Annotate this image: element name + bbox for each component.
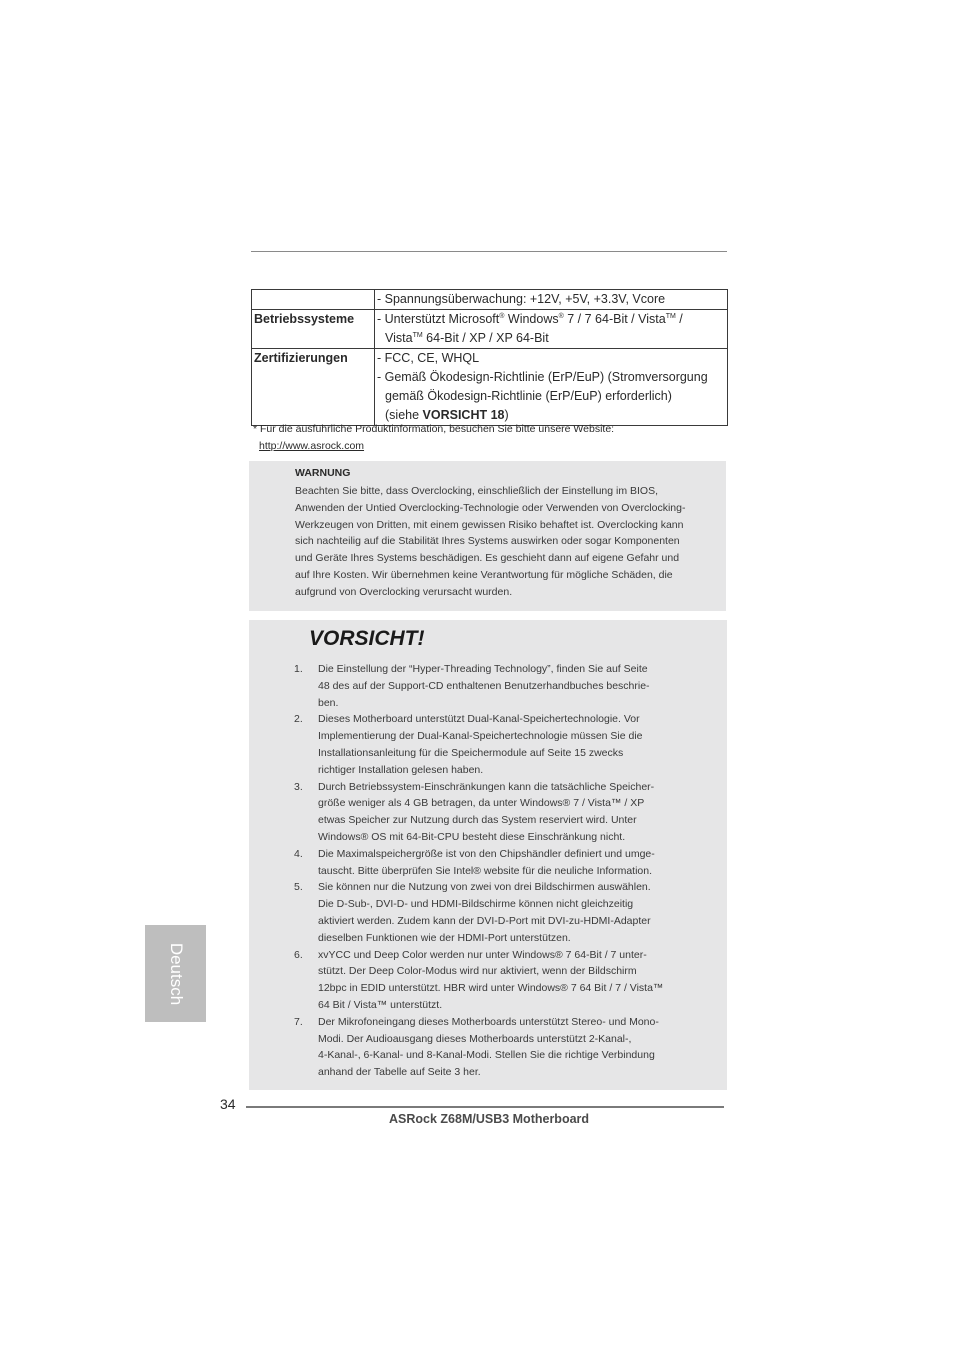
language-tab	[145, 925, 206, 1022]
warning-title: WARNUNG	[295, 467, 351, 479]
bottom-rule	[246, 1106, 724, 1108]
row-label	[252, 290, 375, 310]
cert-label: Zertifizierungen	[252, 349, 375, 426]
footnote	[253, 421, 614, 455]
list-item: 4. Die Maximalspeichergröße ist von den Chipshändler definiert und umge- tauscht. Bitte überprüfen Sie Intel® website für die neuliche Information.	[294, 847, 655, 877]
list-item: 5. Sie können nur die Nutzung von zwei von drei Bildschirmen auswählen. Die D-Sub-, DVI-D- und HDMI-Bildschirme können nicht gleichzeitig aktiviert werden. Zudem kann der DVI-D-Port mit DVI-zu-HDMI-Adapter dieselben Funktionen wie der HDMI-Port unterstützen.	[294, 881, 651, 944]
cert-value: - FCC, CE, WHQL - Gemäß Ökodesign-Richtlinie (ErP/EuP) (Stromversorgung gemäß Ökodesign-Richtlinie (ErP/EuP) erforderlich) (siehe VORSICHT 18)	[375, 349, 728, 426]
list-item: 1. Die Einstellung der “Hyper-Threading Technology”, finden Sie auf Seite 48 des auf der Support-CD enthaltenen Benutzerhandbuches beschrie- ben.	[294, 663, 650, 709]
list-item: 3. Durch Betriebssystem-Einschränkungen kann die tatsächliche Speicher- größe weniger als 4 GB betragen, da unter Windows® 7 / Vista™ / XP etwas Speicher zur Nutzung durch das System reserviert wird. Unter Windows® OS mit 64-Bit-CPU besteht diese Einschränkung nicht.	[294, 780, 655, 843]
table-row-cert	[252, 349, 728, 426]
row-value: - Spannungsüberwachung: +12V, +5V, +3.3V, Vcore	[375, 290, 728, 310]
footer-title: ASRock Z68M/USB3 Motherboard	[389, 1112, 590, 1126]
list-item: 6. xvYCC und Deep Color werden nur unter Windows® 7 64-Bit / 7 unter- stützt. Der Deep Color-Modus wird nur aktiviert, wenn der Bildschirm 12bpc in EDID unterstützt. HBR wird unter Windows® 7 64 Bit / 7 / Vista™ 64 Bit / Vista™ unterstützt.	[294, 948, 664, 1011]
language-tab-label: Deutsch	[166, 942, 186, 1005]
footnote-text: * Für die ausführliche Produktinformation, besuchen Sie bitte unsere Website:	[253, 423, 615, 435]
warning-line: Anwenden der Untied Overclocking-Technologie oder Verwenden von Overclocking-	[295, 501, 686, 514]
warning-body	[295, 483, 717, 601]
warning-line: auf Ihre Kosten. Wir übernehmen keine Verantwortung für mögliche Schäden, die	[295, 568, 673, 581]
table-row	[252, 290, 728, 310]
table-row-os	[252, 310, 728, 349]
warning-line: aufgrund von Overclocking verursacht wurden.	[295, 585, 513, 598]
list-item: 7. Der Mikrofoneingang dieses Motherboards unterstützt Stereo- und Mono- Modi. Der Audioausgang dieses Motherboards unterstützt 2-Kanal-, 4-Kanal-, 6-Kanal- und 8-Kanal-Modi. Stellen Sie die richtige Verbindung anhand der Tabelle auf Seite 3 her.	[294, 1015, 659, 1079]
os-value: - Unterstützt Microsoft® Windows® 7 / 7 64-Bit / Vista™ / Vista™ 64-Bit / XP / XP 64-Bit	[375, 310, 728, 349]
warning-line: und Geräte Ihres Systems beschädigen. Es geschieht dann auf eigene Gefahr und	[295, 552, 680, 565]
warning-line: Werkzeugen von Dritten, mit einem gewissen Risiko behaftet ist. Overclocking kann	[295, 518, 684, 531]
top-rule	[251, 251, 727, 252]
website-link[interactable]: http://www.asrock.com	[259, 440, 365, 452]
caution-title: VORSICHT!	[309, 627, 425, 650]
os-label: Betriebssysteme	[252, 310, 375, 349]
caution-list	[294, 661, 684, 1081]
warning-line: sich nachteilig auf die Stabilität Ihres Systems auswirken oder sogar Komponenten	[295, 535, 680, 548]
caution-ref: VORSICHT 18	[422, 408, 505, 422]
list-item: 2. Dieses Motherboard unterstützt Dual-Kanal-Speichertechnologie. Vor Implementierung der Dual-Kanal-Speichertechnologie müssen Sie die Installationsanleitung für die Speichermodule auf Seite 15 zwecks richtiger Installation gelesen haben.	[294, 713, 643, 776]
page-number: 34	[220, 1096, 236, 1112]
spec-table	[251, 289, 728, 426]
warning-line: Beachten Sie bitte, dass Overclocking, einschließlich der Einstellung im BIOS,	[295, 485, 659, 497]
